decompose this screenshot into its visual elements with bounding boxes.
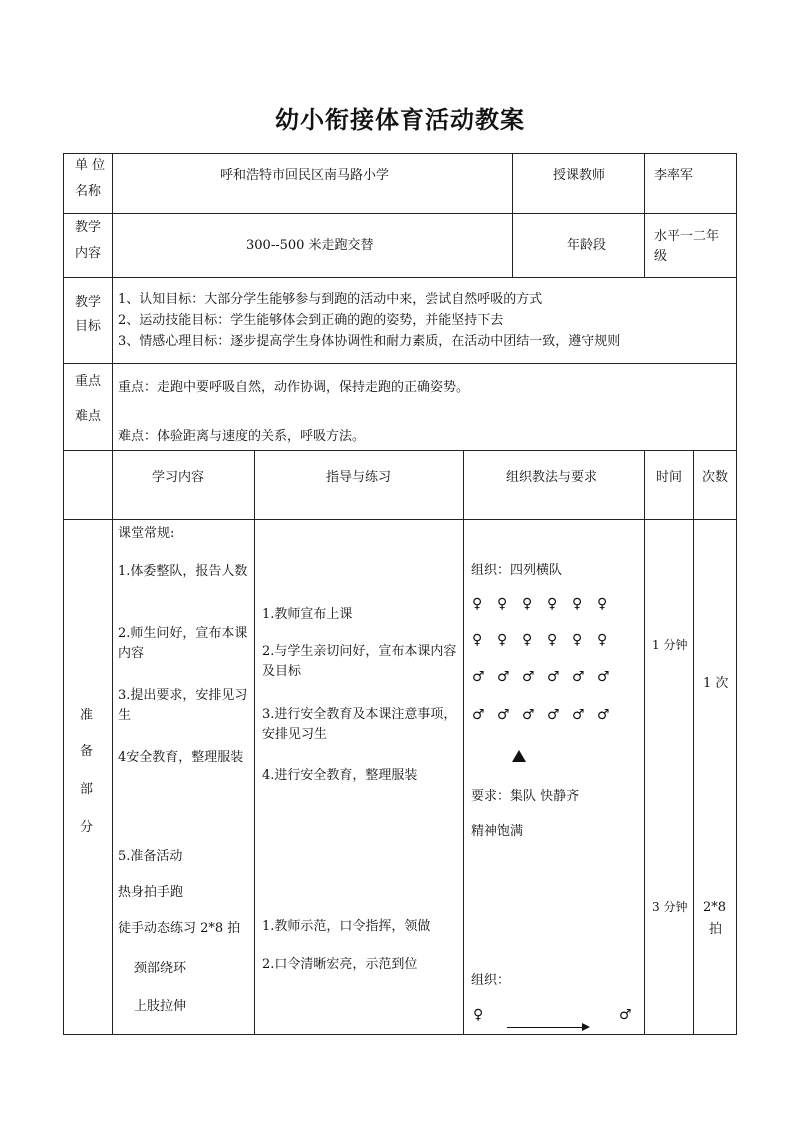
teacher-value: 李率军 <box>654 168 694 183</box>
learning-item: 4安全教育，整理服装 <box>118 750 244 765</box>
cell-header-blank <box>63 450 113 520</box>
male-icon: ♂ <box>522 669 535 685</box>
learning-item: 1.体委整队，报告人数 <box>118 564 248 579</box>
key-label-line1: 重点 <box>75 374 102 389</box>
arrow-head-icon <box>582 1023 590 1031</box>
section-char: 准 <box>80 708 94 723</box>
male-icon: ♂ <box>497 669 510 685</box>
male-icon: ♂ <box>547 707 560 723</box>
content-label-line1: 教学 <box>75 220 102 235</box>
organization-formation: 组织： <box>471 973 511 988</box>
col-header-organization: 组织教法与要求 <box>506 470 598 485</box>
content-value: 300--500 米走跑交替 <box>246 238 374 253</box>
male-icon: ♂ <box>472 669 485 685</box>
learning-item: 5.准备活动 <box>118 849 183 864</box>
male-icon: ♂ <box>547 669 560 685</box>
male-icon: ♂ <box>572 707 585 723</box>
col-header-times: 次数 <box>702 470 729 485</box>
female-icon: ♀ <box>497 596 508 612</box>
key-point: 重点：走跑中要呼吸自然，动作协调，保持走跑的正确姿势。 <box>118 380 470 395</box>
learning-arm: 上肢拉伸 <box>134 999 187 1014</box>
section-char: 备 <box>80 744 94 759</box>
male-icon: ♂ <box>572 669 585 685</box>
teacher-triangle-icon <box>512 750 526 762</box>
organization-formation: 组织：四列横队 <box>471 563 563 578</box>
guidance-item: 1.教师示范，口令指挥，领做 <box>262 919 431 934</box>
female-icon: ♀ <box>472 632 483 648</box>
male-icon: ♂ <box>472 707 485 723</box>
time-value: 1 分钟 <box>652 638 688 652</box>
male-icon: ♂ <box>597 669 610 685</box>
learning-neck: 颈部绕环 <box>134 961 187 976</box>
goal-item: 2、运动技能目标：学生能够体会到正确的跑的姿势，并能坚持下去 <box>118 313 504 328</box>
female-icon: ♀ <box>597 632 608 648</box>
teacher-label: 授课教师 <box>553 168 606 183</box>
col-header-guidance: 指导与练习 <box>326 470 392 485</box>
age-value-line2: 级 <box>654 249 668 264</box>
times-value: 2*8 <box>703 900 727 915</box>
learning-item: 3.提出要求，安排见习生 <box>118 688 248 723</box>
age-label: 年龄段 <box>567 238 607 253</box>
cell-section <box>63 519 113 1035</box>
time-value: 3 分钟 <box>652 900 688 914</box>
goal-item: 1、认知目标：大部分学生能够参与到跑的活动中来，尝试自然呼吸的方式 <box>118 292 543 307</box>
organization-requirement: 精神饱满 <box>471 824 524 839</box>
female-icon: ♀ <box>473 1007 484 1023</box>
female-icon: ♀ <box>572 596 583 612</box>
female-icon: ♀ <box>572 632 583 648</box>
goal-label-line1: 教学 <box>75 295 102 310</box>
section-char: 分 <box>80 820 94 835</box>
guidance-item: 3.进行安全教育及本课注意事项，安排见习生 <box>262 707 457 742</box>
unit-label-line2: 名称 <box>75 184 102 199</box>
difficulty: 难点：体验距离与速度的关系，呼吸方法。 <box>118 429 366 444</box>
times-value: 拍 <box>709 922 723 937</box>
cell-times <box>693 519 737 1035</box>
unit-value: 呼和浩特市回民区南马路小学 <box>220 168 390 183</box>
learning-item: 2.师生问好，宣布本课内容 <box>118 626 248 661</box>
cell-time <box>644 519 694 1035</box>
cell-learning <box>112 519 255 1035</box>
female-icon: ♀ <box>522 632 533 648</box>
male-icon: ♂ <box>597 707 610 723</box>
col-header-time: 时间 <box>656 470 683 485</box>
male-icon: ♂ <box>497 707 510 723</box>
female-icon: ♀ <box>597 596 608 612</box>
times-value: 1 次 <box>703 676 729 691</box>
section-char: 部 <box>80 782 94 797</box>
female-icon: ♀ <box>472 596 483 612</box>
arrow-line <box>507 1027 584 1028</box>
goal-label-line2: 目标 <box>75 319 102 334</box>
female-icon: ♀ <box>547 632 558 648</box>
learning-routine: 课堂常规: <box>118 526 175 541</box>
female-icon: ♀ <box>522 596 533 612</box>
female-icon: ♀ <box>497 632 508 648</box>
learning-warmup: 热身拍手跑 <box>118 885 184 900</box>
key-label-line2: 难点 <box>75 409 102 424</box>
guidance-item: 4.进行安全教育，整理服装 <box>262 768 418 783</box>
learning-freehand: 徒手动态练习 2*8 拍 <box>118 921 241 936</box>
guidance-item: 2.与学生亲切问好，宣布本课内容及目标 <box>262 644 457 679</box>
organization-requirement: 要求：集队 快静齐 <box>471 789 580 804</box>
female-icon: ♀ <box>547 596 558 612</box>
guidance-item: 1.教师宣布上课 <box>262 607 353 622</box>
col-header-learning: 学习内容 <box>152 470 205 485</box>
guidance-item: 2.口令清晰宏亮，示范到位 <box>262 957 418 972</box>
document-title: 幼小衔接体育活动教案 <box>275 105 525 134</box>
goal-item: 3、情感心理目标：逐步提高学生身体协调性和耐力素质，在活动中团结一致，遵守规则 <box>118 334 621 349</box>
content-label-line2: 内容 <box>75 246 102 261</box>
unit-label-line1: 单 位 <box>75 158 106 173</box>
male-icon: ♂ <box>619 1007 632 1023</box>
male-icon: ♂ <box>522 707 535 723</box>
age-value-line1: 水平一二年 <box>654 229 720 244</box>
